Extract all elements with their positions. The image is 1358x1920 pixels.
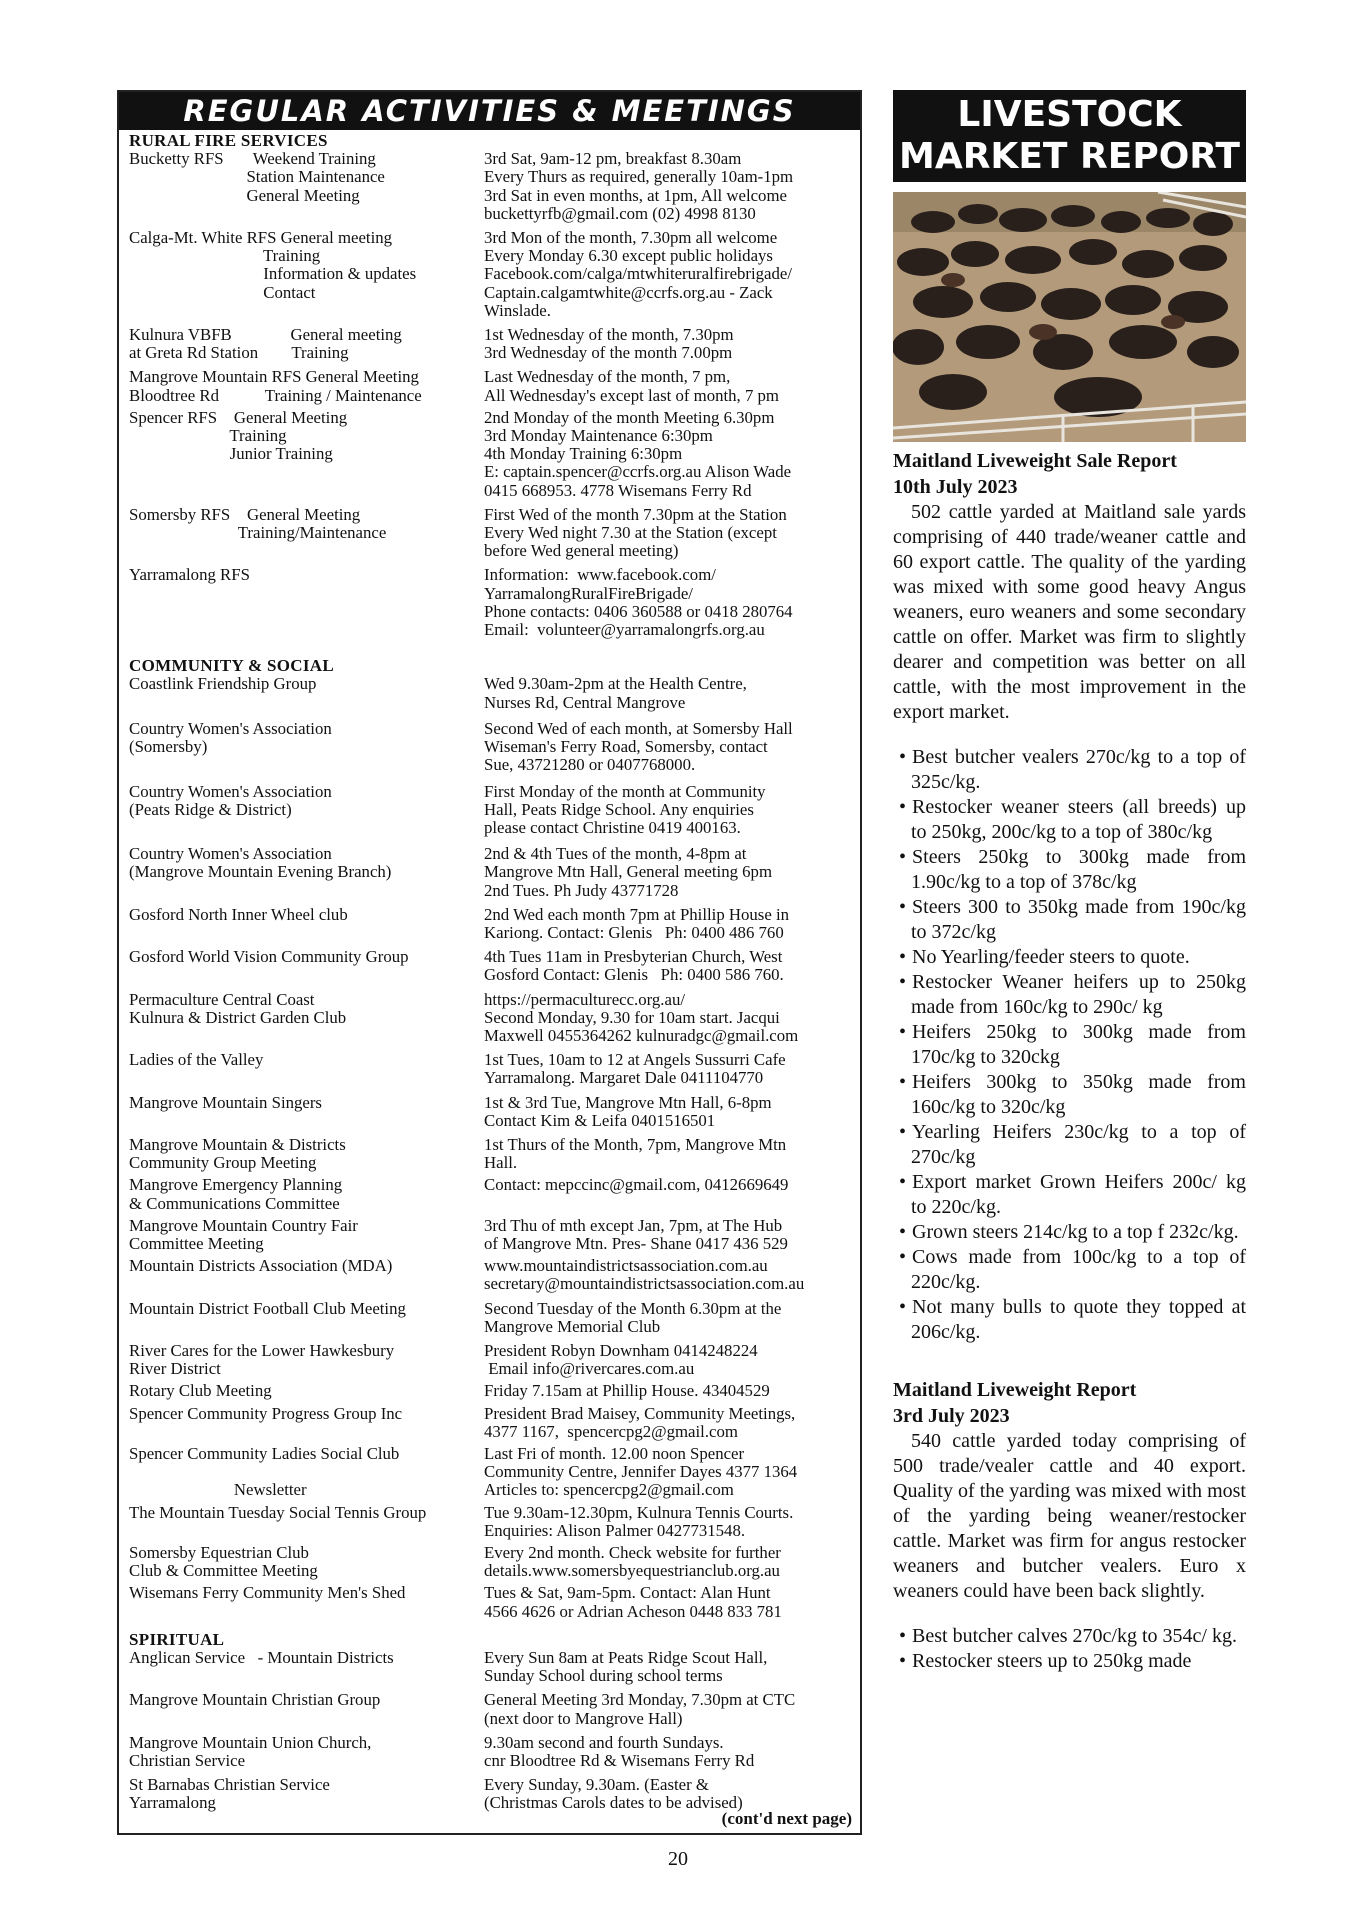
activity-detail: President Robyn Downham 0414248224 bbox=[484, 1340, 758, 1360]
activity-detail: Friday 7.15am at Phillip House. 43404529 bbox=[484, 1381, 770, 1401]
activity-detail: https://permaculturecc.org.au/ bbox=[484, 989, 685, 1009]
community-rows bbox=[129, 675, 854, 1620]
activity-detail: 3rd Wednesday of the month 7.00pm bbox=[484, 343, 733, 363]
activity-row bbox=[129, 694, 854, 712]
activity-org bbox=[129, 603, 484, 621]
activity-row bbox=[129, 948, 854, 966]
activity-row bbox=[129, 1136, 854, 1154]
activity-org bbox=[129, 1667, 484, 1685]
activity-row bbox=[129, 1445, 854, 1463]
activity-row bbox=[129, 1275, 854, 1293]
activity-detail: 3rd Monday Maintenance 6:30pm bbox=[484, 426, 713, 446]
activity-row bbox=[129, 1154, 854, 1172]
activity-detail: 1st Tues, 10am to 12 at Angels Sussurri Cafe bbox=[484, 1050, 786, 1070]
activity-org: at Greta Rd Station Training bbox=[129, 343, 349, 363]
activity-detail: 4566 4626 or Adrian Acheson 0448 833 781 bbox=[484, 1601, 782, 1621]
activity-detail: 1st Thurs of the Month, 7pm, Mangrove Mtn bbox=[484, 1134, 787, 1154]
activity-org: Permaculture Central Coast bbox=[129, 989, 315, 1009]
market-bullet: • Cows made from 100c/kg to a top of 220c/kg. bbox=[893, 1245, 1246, 1295]
activity-row bbox=[129, 409, 854, 427]
activity-detail: Captain.calgamtwhite@ccrfs.org.au - Zack bbox=[484, 282, 773, 302]
activity-org bbox=[129, 1275, 484, 1293]
activity-row bbox=[129, 924, 854, 942]
activity-detail: President Brad Maisey, Community Meetings, bbox=[484, 1403, 796, 1423]
activity-row bbox=[129, 1522, 854, 1540]
activity-row bbox=[129, 1603, 854, 1621]
activity-detail: (next door to Mangrove Hall) bbox=[484, 1708, 683, 1728]
activity-row bbox=[129, 1734, 854, 1752]
activity-row bbox=[129, 738, 854, 756]
market-bullet: • Restocker Weaner heifers up to 250kg made from 160c/kg to 290c/ kg bbox=[893, 970, 1246, 1020]
activity-org bbox=[129, 1463, 484, 1481]
report2-title-line1: Maitland Liveweight Report bbox=[893, 1379, 1137, 1401]
activity-row bbox=[129, 720, 854, 738]
activity-detail: cnr Bloodtree Rd & Wisemans Ferry Rd bbox=[484, 1751, 755, 1771]
activity-row bbox=[129, 524, 854, 542]
livestock-column bbox=[893, 90, 1246, 1674]
activity-detail: Tue 9.30am-12.30pm, Kulnura Tennis Courts. bbox=[484, 1502, 794, 1522]
activity-row bbox=[129, 603, 854, 621]
activity-org: Calga-Mt. White RFS General meeting bbox=[129, 228, 393, 248]
activity-org: Newsletter bbox=[129, 1480, 307, 1500]
activity-org: Wisemans Ferry Community Men's Shed bbox=[129, 1583, 406, 1603]
activity-detail: 3rd Thu of mth except Jan, 7pm, at The Hub bbox=[484, 1215, 783, 1235]
report2-paragraph: 540 cattle yarded today comprising of 500 trade/vealer cattle and 40 export. Quality of the yarding was mixed with most of the yarding being weaner/restocker cattle. Market was firm for angus restocker weaners and butcher vealers. Euro x weaners could have been back slightly. bbox=[893, 1430, 1246, 1602]
activity-org: Mountain Districts Association (MDA) bbox=[129, 1256, 393, 1276]
activity-row bbox=[129, 756, 854, 774]
activity-org: Mangrove Emergency Planning bbox=[129, 1175, 343, 1195]
activity-row bbox=[129, 1176, 854, 1194]
market-bullet: • Restocker weaner steers (all breeds) up to 250kg, 200c/kg to a top of 380c/kg bbox=[893, 795, 1246, 845]
activity-row bbox=[129, 801, 854, 819]
activity-org: Junior Training bbox=[129, 444, 333, 464]
activity-org bbox=[129, 694, 484, 712]
activity-row bbox=[129, 368, 854, 386]
activity-row bbox=[129, 1423, 854, 1441]
report1-paragraph: 502 cattle yarded at Maitland sale yards comprising of 440 trade/weaner cattle and 60 export cattle. The quality of the yarding was mixed with some good heavy Angus weaners, euro weaners and some secondary cattle on offer. Market was firm to slightly dearer and competition was better on all cattle, with the most improvement in the export market. bbox=[893, 501, 1246, 723]
market-bullet: • Grown steers 214c/kg to a top f 232c/kg. bbox=[893, 1220, 1246, 1245]
activity-row bbox=[129, 1405, 854, 1423]
activity-org: Spencer RFS General Meeting bbox=[129, 407, 348, 427]
activity-org: Bloodtree Rd Training / Maintenance bbox=[129, 385, 422, 405]
activity-org bbox=[129, 924, 484, 942]
activity-row bbox=[129, 1544, 854, 1562]
activity-row bbox=[129, 1463, 854, 1481]
activity-row bbox=[129, 1094, 854, 1112]
activity-org: Country Women's Association bbox=[129, 781, 332, 801]
activity-org: Somersby RFS General Meeting bbox=[129, 504, 361, 524]
activity-detail: Gosford Contact: Glenis Ph: 0400 586 760. bbox=[484, 965, 784, 985]
activity-row bbox=[129, 1342, 854, 1360]
activity-row bbox=[129, 1112, 854, 1130]
activity-detail: Email info@rivercares.com.au bbox=[484, 1359, 695, 1379]
activity-org: Training/Maintenance bbox=[129, 523, 387, 543]
activities-list bbox=[129, 130, 854, 1813]
activity-row bbox=[129, 1069, 854, 1087]
activity-detail: Maxwell 0455364262 kulnuradgc@gmail.com bbox=[484, 1025, 799, 1045]
activity-org: Mangrove Mountain Union Church, bbox=[129, 1732, 372, 1752]
livestock-header-line2: MARKET REPORT bbox=[899, 136, 1240, 177]
activity-row bbox=[129, 284, 854, 302]
activity-row bbox=[129, 966, 854, 984]
activity-detail: Last Fri of month. 12.00 noon Spencer bbox=[484, 1444, 745, 1463]
activity-detail: Kariong. Contact: Glenis Ph: 0400 486 760 bbox=[484, 922, 784, 942]
activity-row bbox=[129, 265, 854, 283]
activity-detail: Phone contacts: 0406 360588 or 0418 280764 bbox=[484, 601, 793, 621]
activity-org: (Mangrove Mountain Evening Branch) bbox=[129, 862, 392, 882]
activity-detail: 9.30am second and fourth Sundays. bbox=[484, 1732, 724, 1752]
activity-org: Club & Committee Meeting bbox=[129, 1561, 318, 1581]
activity-detail: 1st & 3rd Tue, Mangrove Mtn Hall, 6-8pm bbox=[484, 1092, 772, 1112]
activity-row bbox=[129, 585, 854, 603]
activity-org bbox=[129, 585, 484, 603]
activity-detail: Enquiries: Alison Palmer 0427731548. bbox=[484, 1520, 746, 1540]
activity-row bbox=[129, 906, 854, 924]
market-bullet: • Best butcher vealers 270c/kg to a top of 325c/kg. bbox=[893, 745, 1246, 795]
activity-detail: Wed 9.30am-2pm at the Health Centre, bbox=[484, 674, 747, 694]
section-community: COMMUNITY & SOCIAL bbox=[129, 656, 334, 676]
activity-org: River District bbox=[129, 1359, 221, 1379]
activity-detail: Contact: mepccinc@gmail.com, 0412669649 bbox=[484, 1175, 789, 1195]
activity-detail: buckettyrfb@gmail.com (02) 4998 8130 bbox=[484, 203, 756, 223]
activity-org: River Cares for the Lower Hawkesbury bbox=[129, 1340, 395, 1360]
activity-row bbox=[129, 445, 854, 463]
activity-detail: Second Wed of each month, at Somersby Hall bbox=[484, 718, 793, 738]
activity-detail: Sue, 43721280 or 0407768000. bbox=[484, 755, 696, 775]
activity-detail: Community Centre, Jennifer Dayes 4377 1364 bbox=[484, 1462, 798, 1482]
activity-org: & Communications Committee bbox=[129, 1193, 340, 1213]
activity-row bbox=[129, 845, 854, 863]
activity-org bbox=[129, 756, 484, 774]
activity-org: Contact bbox=[129, 282, 316, 302]
activity-detail: www.mountaindistrictsassociation.com.au bbox=[484, 1256, 768, 1276]
market-bullet: • Steers 250kg to 300kg made from 1.90c/kg to a top of 378c/kg bbox=[893, 845, 1246, 895]
activities-header: REGULAR ACTIVITIES & MEETINGS bbox=[119, 92, 860, 130]
activity-org: Mangrove Mountain Country Fair bbox=[129, 1215, 358, 1235]
activity-detail: First Monday of the month at Community bbox=[484, 781, 766, 801]
activity-org bbox=[129, 1069, 484, 1087]
activity-row bbox=[129, 1691, 854, 1709]
activity-org: Mangrove Mountain RFS General Meeting bbox=[129, 367, 419, 387]
activity-org: Kulnura & District Garden Club bbox=[129, 1007, 347, 1027]
livestock-header bbox=[893, 90, 1246, 182]
activity-org bbox=[129, 1423, 484, 1441]
activity-detail: 4377 1167, spencercpg2@gmail.com bbox=[484, 1421, 738, 1441]
activity-org: Mountain District Football Club Meeting bbox=[129, 1298, 406, 1318]
section-spiritual: SPIRITUAL bbox=[129, 1629, 225, 1649]
continued-note: (cont'd next page) bbox=[721, 1809, 852, 1828]
report1-title-line2: 10th July 2023 bbox=[893, 476, 1018, 498]
activity-detail: Tues & Sat, 9am-5pm. Contact: Alan Hunt bbox=[484, 1583, 771, 1603]
activity-row bbox=[129, 621, 854, 639]
activity-org: Mangrove Mountain Singers bbox=[129, 1092, 322, 1112]
activity-detail: Last Wednesday of the month, 7 pm, bbox=[484, 367, 731, 387]
activity-detail: Every Sunday, 9.30am. (Easter & bbox=[484, 1775, 709, 1795]
activity-row bbox=[129, 1710, 854, 1728]
activity-org: Mangrove Mountain Christian Group bbox=[129, 1690, 381, 1710]
activity-detail: Every Wed night 7.30 at the Station (except bbox=[484, 523, 777, 543]
activity-row bbox=[129, 1584, 854, 1602]
market-bullet: • Not many bulls to quote they topped at 206c/kg. bbox=[893, 1295, 1246, 1345]
activity-detail: please contact Christine 0419 400163. bbox=[484, 817, 741, 837]
activity-row bbox=[129, 463, 854, 481]
activity-org: Yarramalong RFS bbox=[129, 565, 250, 585]
activity-detail: secretary@mountaindistrictsassociation.com.au bbox=[484, 1274, 805, 1294]
activity-detail: Mangrove Memorial Club bbox=[484, 1316, 661, 1336]
activity-org: Spencer Community Ladies Social Club bbox=[129, 1444, 400, 1463]
activity-detail: Email: volunteer@yarramalongrfs.org.au bbox=[484, 620, 765, 640]
activity-org: Community Group Meeting bbox=[129, 1153, 317, 1173]
report2-title bbox=[893, 1377, 1246, 1429]
activity-detail: 4th Tues 11am in Presbyterian Church, West bbox=[484, 947, 783, 967]
activity-row bbox=[129, 205, 854, 223]
activity-detail: 3rd Mon of the month, 7.30pm all welcome bbox=[484, 228, 778, 248]
spiritual-rows bbox=[129, 1649, 854, 1813]
report2-title-line2: 3rd July 2023 bbox=[893, 1405, 1010, 1427]
activity-detail: Every Thurs as required, generally 10am-1pm bbox=[484, 167, 794, 187]
activity-row bbox=[129, 1360, 854, 1378]
activity-org: Training bbox=[129, 426, 287, 446]
activity-detail: 4th Monday Training 6:30pm bbox=[484, 444, 683, 464]
activity-row bbox=[129, 1667, 854, 1685]
activity-org: Somersby Equestrian Club bbox=[129, 1543, 309, 1563]
activity-detail: 1st Wednesday of the month, 7.30pm bbox=[484, 325, 734, 345]
activity-row bbox=[129, 187, 854, 205]
activity-row bbox=[129, 1027, 854, 1045]
activity-row bbox=[129, 1300, 854, 1318]
activity-org: Country Women's Association bbox=[129, 844, 332, 864]
activity-detail: 3rd Sat in even months, at 1pm, All welcome bbox=[484, 185, 787, 205]
activity-org: Station Maintenance bbox=[129, 167, 385, 187]
activity-row bbox=[129, 1776, 854, 1794]
activity-org bbox=[129, 966, 484, 984]
activity-org: General Meeting bbox=[129, 185, 360, 205]
activity-org bbox=[129, 882, 484, 900]
activity-detail: Contact Kim & Leifa 0401516501 bbox=[484, 1110, 716, 1130]
activity-detail: Second Monday, 9.30 for 10am start. Jacqui bbox=[484, 1007, 780, 1027]
activity-row bbox=[129, 1752, 854, 1770]
activity-detail: details.www.somersbyequestrianclub.org.au bbox=[484, 1561, 780, 1581]
activity-detail: Information: www.facebook.com/ bbox=[484, 565, 716, 585]
activity-org: St Barnabas Christian Service bbox=[129, 1775, 330, 1795]
activity-detail: of Mangrove Mtn. Pres- Shane 0417 436 529 bbox=[484, 1233, 788, 1253]
activity-org bbox=[129, 1027, 484, 1045]
activity-detail: Winslade. bbox=[484, 300, 551, 320]
activity-detail: Nurses Rd, Central Mangrove bbox=[484, 692, 686, 712]
activity-row bbox=[129, 819, 854, 837]
activity-row bbox=[129, 482, 854, 500]
report1-bullet-list bbox=[893, 745, 1246, 1345]
activity-row bbox=[129, 247, 854, 265]
activity-detail: First Wed of the month 7.30pm at the Station bbox=[484, 504, 787, 524]
activity-row bbox=[129, 1481, 854, 1499]
activity-detail: Every Monday 6.30 except public holidays bbox=[484, 246, 773, 266]
activity-row bbox=[129, 1649, 854, 1667]
activity-detail: Mangrove Mtn Hall, General meeting 6pm bbox=[484, 862, 773, 882]
activity-org bbox=[129, 1603, 484, 1621]
market-bullet: • Steers 300 to 350kg made from 190c/kg to 372c/kg bbox=[893, 895, 1246, 945]
activity-org: Gosford World Vision Community Group bbox=[129, 947, 409, 967]
activity-org bbox=[129, 302, 484, 320]
market-bullet: • Best butcher calves 270c/kg to 354c/ kg. bbox=[893, 1624, 1246, 1649]
activity-row bbox=[129, 991, 854, 1009]
activity-row bbox=[129, 1257, 854, 1275]
activity-row bbox=[129, 675, 854, 693]
activity-org: (Peats Ridge & District) bbox=[129, 799, 292, 819]
activity-row bbox=[129, 1562, 854, 1580]
activity-org bbox=[129, 205, 484, 223]
activity-org: Coastlink Friendship Group bbox=[129, 674, 317, 694]
activity-org bbox=[129, 621, 484, 639]
cattle-yard-photo bbox=[893, 192, 1246, 442]
activity-org: (Somersby) bbox=[129, 737, 208, 757]
activity-row bbox=[129, 783, 854, 801]
activity-org: Committee Meeting bbox=[129, 1233, 264, 1253]
activity-detail: General Meeting 3rd Monday, 7.30pm at CTC bbox=[484, 1690, 796, 1710]
activity-row bbox=[129, 506, 854, 524]
section-rural-fire: RURAL FIRE SERVICES bbox=[129, 131, 328, 150]
page-number: 20 bbox=[668, 1848, 688, 1870]
activity-detail: Second Tuesday of the Month 6.30pm at the bbox=[484, 1298, 782, 1318]
activity-org: Mangrove Mountain & Districts bbox=[129, 1134, 346, 1154]
market-bullet: • Restocker steers up to 250kg made bbox=[893, 1649, 1246, 1674]
activity-org: Ladies of the Valley bbox=[129, 1050, 264, 1070]
report1-title-line1: Maitland Liveweight Sale Report bbox=[893, 450, 1177, 472]
activity-detail: 3rd Sat, 9am-12 pm, breakfast 8.30am bbox=[484, 149, 742, 169]
activity-detail: Hall, Peats Ridge School. Any enquiries bbox=[484, 799, 754, 819]
market-bullet: • No Yearling/feeder steers to quote. bbox=[893, 945, 1246, 970]
activity-row bbox=[129, 1009, 854, 1027]
activity-org: Rotary Club Meeting bbox=[129, 1381, 272, 1401]
activity-org bbox=[129, 1710, 484, 1728]
activity-detail: Every Sun 8am at Peats Ridge Scout Hall, bbox=[484, 1648, 768, 1668]
activity-org: Training bbox=[129, 246, 321, 266]
activity-org: Spencer Community Progress Group Inc bbox=[129, 1403, 403, 1423]
activity-detail bbox=[484, 1195, 854, 1213]
activity-row bbox=[129, 168, 854, 186]
activity-detail: 2nd Wed each month 7pm at Phillip House in bbox=[484, 904, 790, 924]
activity-row bbox=[129, 1195, 854, 1213]
activity-row bbox=[129, 882, 854, 900]
activity-detail: 2nd & 4th Tues of the month, 4-8pm at bbox=[484, 844, 747, 864]
activity-detail: Sunday School during school terms bbox=[484, 1666, 723, 1686]
activity-org bbox=[129, 1318, 484, 1336]
activity-row bbox=[129, 1318, 854, 1336]
activity-row bbox=[129, 427, 854, 445]
activity-org bbox=[129, 463, 484, 481]
activity-org: Country Women's Association bbox=[129, 718, 332, 738]
market-bullet: • Export market Grown Heifers 200c/ kg to 220c/kg. bbox=[893, 1170, 1246, 1220]
activity-row bbox=[129, 1504, 854, 1522]
activity-row bbox=[129, 542, 854, 560]
activity-detail: All Wednesday's except last of month, 7 pm bbox=[484, 385, 779, 405]
activity-row bbox=[129, 387, 854, 405]
activity-org: Bucketty RFS Weekend Training bbox=[129, 149, 376, 169]
rural-rows bbox=[129, 150, 854, 639]
activity-detail: Articles to: spencercpg2@gmail.com bbox=[484, 1480, 734, 1500]
activity-detail: YarramalongRuralFireBrigade/ bbox=[484, 583, 693, 603]
activity-org bbox=[129, 1112, 484, 1130]
activity-row bbox=[129, 1217, 854, 1235]
activity-org: The Mountain Tuesday Social Tennis Group bbox=[129, 1502, 427, 1522]
activity-detail: 2nd Monday of the month Meeting 6.30pm bbox=[484, 407, 775, 427]
activity-detail: before Wed general meeting) bbox=[484, 541, 679, 561]
report1-title bbox=[893, 448, 1246, 500]
activity-org: Kulnura VBFB General meeting bbox=[129, 325, 402, 345]
market-bullet: • Yearling Heifers 230c/kg to a top of 270c/kg bbox=[893, 1120, 1246, 1170]
market-bullet: • Heifers 250kg to 300kg made from 170c/kg to 320ckg bbox=[893, 1020, 1246, 1070]
activity-row bbox=[129, 229, 854, 247]
activity-row bbox=[129, 1382, 854, 1400]
activities-panel bbox=[117, 90, 862, 1835]
activity-org: Anglican Service - Mountain Districts bbox=[129, 1648, 394, 1668]
activity-detail: Yarramalong. Margaret Dale 0411104770 bbox=[484, 1068, 764, 1088]
activity-detail: Every 2nd month. Check website for further bbox=[484, 1543, 781, 1563]
activity-org bbox=[129, 482, 484, 500]
activity-row bbox=[129, 1235, 854, 1253]
activity-detail: Hall. bbox=[484, 1153, 518, 1173]
activity-detail: 0415 668953. 4778 Wisemans Ferry Rd bbox=[484, 480, 752, 500]
activity-detail: E: captain.spencer@ccrfs.org.au Alison Wade bbox=[484, 462, 792, 482]
activity-row bbox=[129, 326, 854, 344]
activity-org: Gosford North Inner Wheel club bbox=[129, 904, 348, 924]
activity-org bbox=[129, 542, 484, 560]
activity-org: Information & updates bbox=[129, 264, 417, 284]
activity-row bbox=[129, 1051, 854, 1069]
activity-detail: Facebook.com/calga/mtwhiteruralfirebrigade/ bbox=[484, 264, 792, 284]
activity-row bbox=[129, 344, 854, 362]
activity-row bbox=[129, 566, 854, 584]
activity-row bbox=[129, 150, 854, 168]
activity-detail: 2nd Tues. Ph Judy 43771728 bbox=[484, 880, 679, 900]
activity-org: Yarramalong bbox=[129, 1793, 216, 1813]
activity-detail: (Christmas Carols dates to be advised) bbox=[484, 1793, 743, 1813]
market-bullet: • Heifers 300kg to 350kg made from 160c/kg to 320c/kg bbox=[893, 1070, 1246, 1120]
activity-org bbox=[129, 1522, 484, 1540]
activity-row bbox=[129, 302, 854, 320]
report2-bullet-list bbox=[893, 1624, 1246, 1674]
activity-detail: Wiseman's Ferry Road, Somersby, contact bbox=[484, 737, 768, 757]
livestock-header-line1: LIVESTOCK bbox=[957, 94, 1182, 135]
activity-org: Christian Service bbox=[129, 1751, 246, 1771]
activity-row bbox=[129, 863, 854, 881]
activity-org bbox=[129, 819, 484, 837]
